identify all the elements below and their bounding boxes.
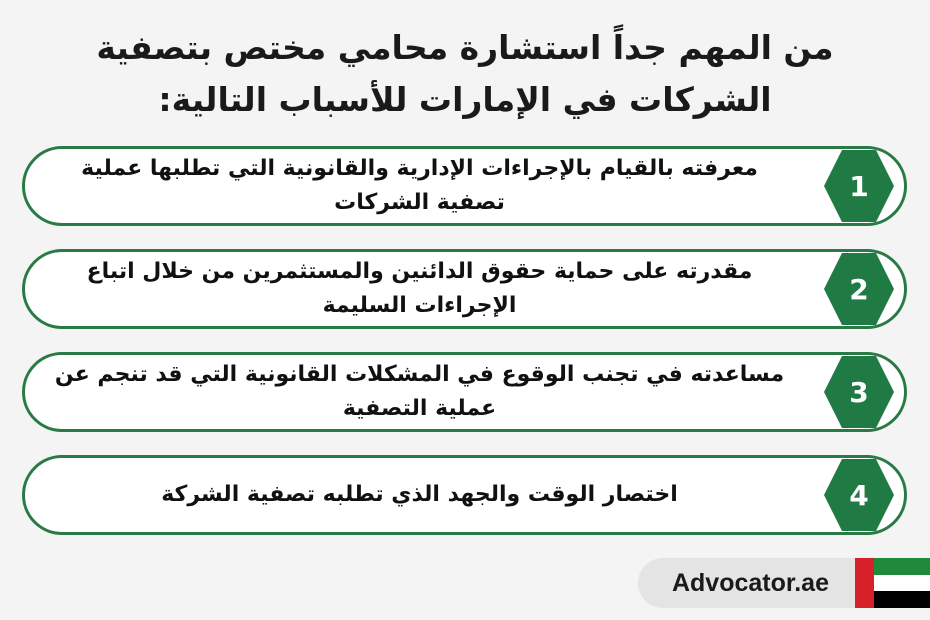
number-badge: [822, 251, 896, 327]
reason-item-1: [22, 146, 907, 226]
reason-text: مقدرته على حماية حقوق الدائنين والمستثمرين من خلال اتباع الإجراءات السليمة: [86, 259, 753, 318]
number-label: 1: [849, 169, 869, 203]
reason-item-3: [22, 352, 907, 432]
reason-text: اختصار الوقت والجهد الذي تطلبه تصفية الشركة: [161, 482, 678, 507]
brand-logo-text: Advocator.ae: [638, 558, 855, 608]
number-badge: [822, 354, 896, 430]
number-label: 4: [849, 478, 869, 512]
reason-item-2: [22, 249, 907, 329]
uae-flag-icon: [855, 558, 930, 608]
number-badge: [822, 148, 896, 224]
number-badge: [822, 457, 896, 533]
number-label: 2: [849, 272, 869, 306]
reason-text: مساعدته في تجنب الوقوع في المشكلات القانونية التي قد تنجم عن عملية التصفية: [54, 362, 785, 421]
reason-item-4: [22, 455, 907, 535]
number-label: 3: [849, 375, 869, 409]
reason-text: معرفته بالقيام بالإجراءات الإدارية والقانونية التي تطلبها عملية تصفية الشركات: [81, 156, 758, 215]
page-title: من المهم جداً استشارة محامي مختص بتصفية الشركات في الإمارات للأسباب التالية:: [96, 28, 834, 119]
